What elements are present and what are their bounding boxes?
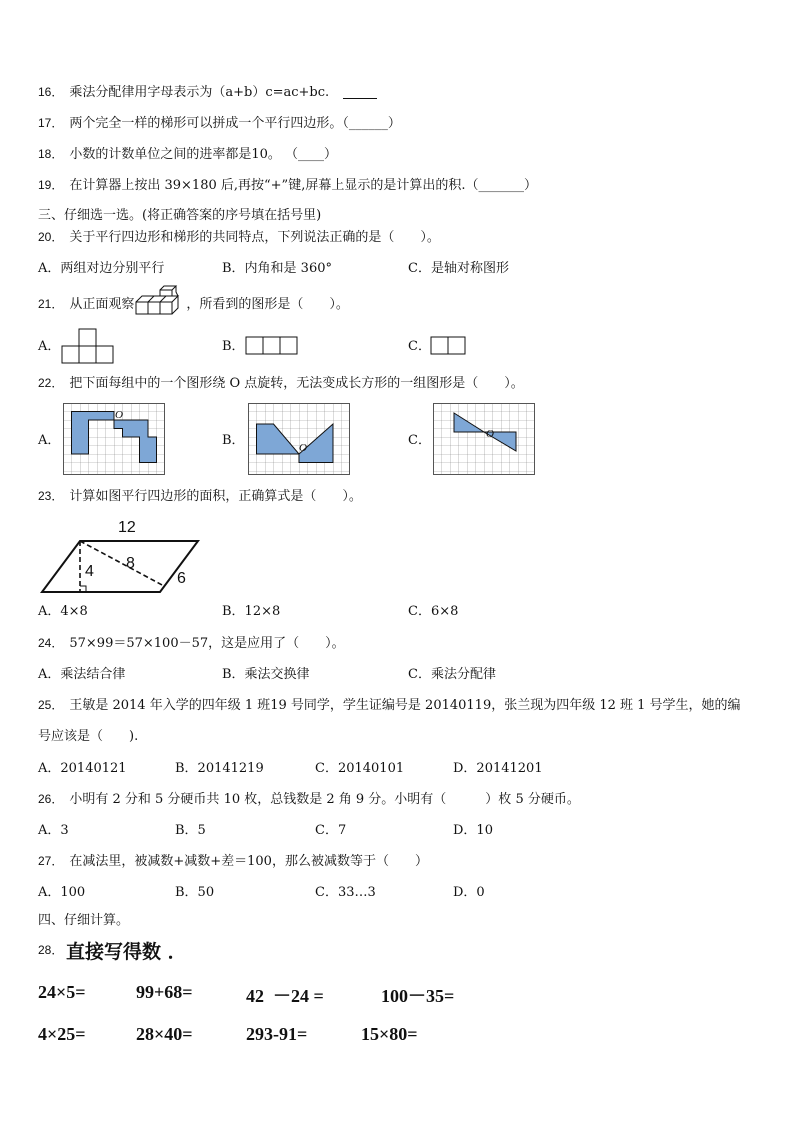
o-point-label: O	[486, 428, 494, 440]
question-number: 26．	[38, 792, 64, 806]
calc-item: 293-91=	[246, 1024, 308, 1044]
calc-item: 28×40=	[136, 1024, 193, 1044]
question-23	[38, 490, 362, 503]
q23-option-b[interactable]: B．12×8	[222, 604, 281, 619]
question-20	[38, 231, 440, 244]
q23-option-c[interactable]: C．6×8	[408, 604, 459, 619]
q27-option-a[interactable]: A．100	[38, 885, 86, 900]
calc-item: 42 －24 =	[246, 986, 324, 1006]
question-25-cont: 号应该是（ ).	[38, 729, 139, 744]
q22-option-a-grid	[63, 403, 165, 475]
question-18	[38, 148, 337, 161]
q20-option-c[interactable]: C．是轴对称图形	[408, 261, 509, 276]
q22-option-c-grid	[433, 403, 535, 475]
q27-option-c[interactable]: C．33…3	[315, 885, 376, 900]
q25-option-a[interactable]: A．20140121	[38, 761, 127, 776]
section-3-heading: 三、仔细选一选。(将正确答案的序号填在括号里)	[38, 208, 322, 223]
question-26	[38, 793, 580, 806]
question-27	[38, 855, 428, 868]
question-text: 在减法里，被减数+减数+差＝100，那么被减数等于（ ）	[69, 854, 428, 869]
question-28-number: 28．	[38, 943, 64, 957]
question-number: 24．	[38, 636, 64, 650]
calc-item: 24×5=	[38, 982, 86, 1002]
question-number: 25．	[38, 698, 64, 712]
q26-option-c[interactable]: C．7	[315, 823, 347, 838]
question-text: 乘法分配律用字母表示为（a+b）c=ac+bc.	[69, 85, 330, 100]
q26-option-a[interactable]: A．3	[38, 823, 69, 838]
question-text: 关于平行四边形和梯形的共同特点，下列说法正确的是（ ）。	[69, 230, 440, 245]
cube-stack-figure	[134, 290, 186, 316]
q20-option-a[interactable]: A．两组对边分别平行	[38, 261, 165, 276]
question-17	[38, 117, 401, 130]
q22-option-a[interactable]: A．	[38, 433, 61, 448]
o-point-label: O	[299, 442, 307, 454]
question-19	[38, 179, 537, 192]
question-number: 20．	[38, 230, 64, 244]
calc-item: 100－35=	[381, 986, 455, 1006]
q20-option-b[interactable]: B．内角和是 360°	[222, 261, 332, 276]
question-number: 21．	[38, 297, 64, 311]
q24-option-c[interactable]: C．乘法分配律	[408, 667, 496, 682]
question-number: 16．	[38, 85, 64, 99]
question-text: 57×99＝57×100－57，这是应用了（ ）。	[69, 636, 345, 651]
question-16	[38, 86, 377, 99]
question-number: 23．	[38, 489, 64, 503]
q24-option-b[interactable]: B．乘法交换律	[222, 667, 310, 682]
question-text: 从正面观察	[69, 297, 135, 312]
o-point-label: O	[115, 409, 123, 421]
question-text: 把下面每组中的一个图形绕 O 点旋转，无法变成长方形的一组图形是（ ）。	[69, 376, 524, 391]
question-number: 22．	[38, 376, 64, 390]
question-text: 小明有 2 分和 5 分硬币共 10 枚，总钱数是 2 角 9 分。小明有（ ）枚 5 分硬币。	[69, 792, 580, 807]
question-text: 王敏是 2014 年入学的四年级 1 班19 号同学，学生证编号是 20140119，张兰现为四年级 12 班 1 号学生，她的编	[69, 698, 741, 713]
q26-option-b[interactable]: B．5	[175, 823, 206, 838]
q24-option-a[interactable]: A．乘法结合律	[38, 667, 126, 682]
q25-option-b[interactable]: B．20141219	[175, 761, 264, 776]
q25-option-c[interactable]: C．20140101	[315, 761, 405, 776]
q25-option-d[interactable]: D．20141201	[453, 761, 543, 776]
top-side-label: 12	[118, 519, 136, 536]
question-text: 两个完全一样的梯形可以拼成一个平行四边形。（______）	[69, 116, 401, 131]
q26-option-d[interactable]: D．10	[453, 823, 493, 838]
question-25	[38, 699, 741, 712]
question-number: 19．	[38, 178, 64, 192]
question-number: 17．	[38, 116, 64, 130]
q22-option-b-grid	[248, 403, 350, 475]
question-text: 小数的计数单位之间的进率都是10。 （____）	[69, 147, 338, 162]
question-28-title: 直接写得数 ．	[66, 941, 187, 963]
q21-option-b-figure	[245, 336, 299, 356]
diagonal-label: 8	[126, 555, 135, 572]
calc-item: 4×25=	[38, 1024, 86, 1044]
q27-option-b[interactable]: B．50	[175, 885, 215, 900]
q21-option-a-figure	[61, 328, 115, 364]
height-label: 4	[85, 563, 94, 580]
q21-option-c[interactable]: C．	[408, 339, 431, 354]
question-text: ，所看到的图形是（ ）。	[186, 297, 349, 312]
q21-option-c-figure	[430, 336, 468, 356]
question-24	[38, 637, 345, 650]
q22-option-c[interactable]: C．	[408, 433, 431, 448]
answer-blank[interactable]	[343, 86, 377, 99]
question-number: 27．	[38, 854, 64, 868]
calc-item: 99+68=	[136, 982, 193, 1002]
question-text: 在计算器上按出 39×180 后,再按“+”键,屏幕上显示的是计算出的积.（_______）	[69, 178, 537, 193]
q21-option-a[interactable]: A．	[38, 339, 61, 354]
question-text: 计算如图平行四边形的面积，正确算式是（ ）。	[69, 489, 362, 504]
q22-option-b[interactable]: B．	[222, 433, 245, 448]
q27-option-d[interactable]: D．0	[453, 885, 485, 900]
q23-option-a[interactable]: A．4×8	[38, 604, 88, 619]
question-21	[38, 298, 349, 311]
q21-option-b[interactable]: B．	[222, 339, 245, 354]
question-22	[38, 377, 524, 390]
calc-item: 15×80=	[361, 1024, 418, 1044]
question-number: 18．	[38, 147, 64, 161]
section-4-heading: 四、仔细计算。	[38, 913, 130, 928]
parallelogram-figure	[40, 516, 210, 596]
slant-side-label: 6	[177, 570, 186, 587]
